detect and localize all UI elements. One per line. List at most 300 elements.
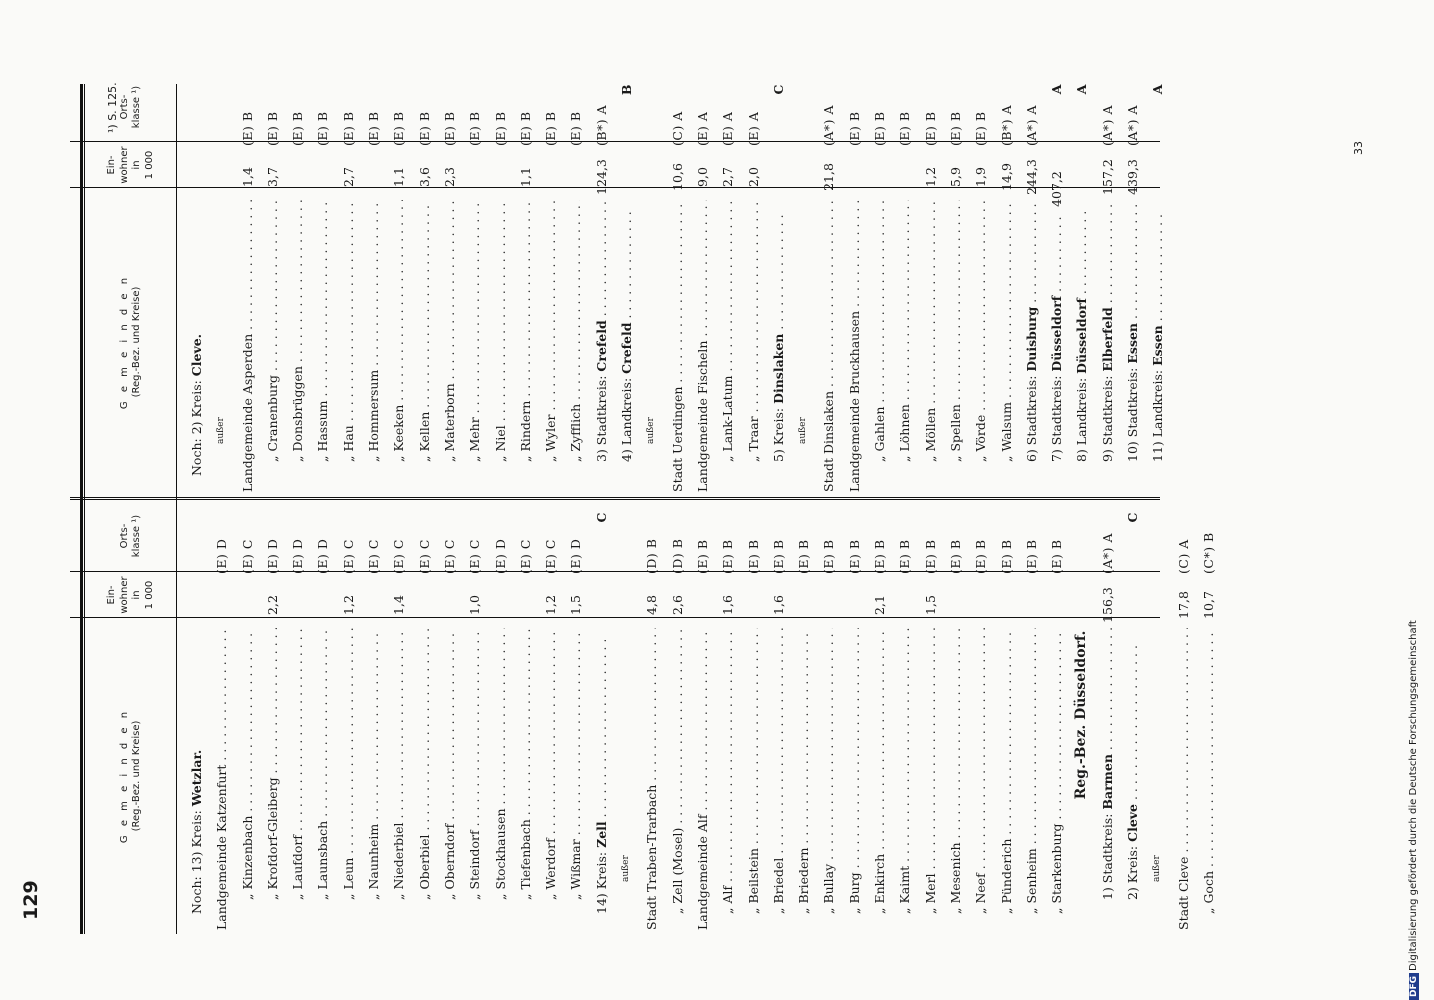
table-row — [285, 72, 310, 492]
table-row — [816, 72, 841, 492]
population-value — [361, 582, 386, 628]
table-row — [690, 500, 715, 930]
ortsklasse-value: (E) B — [366, 111, 382, 146]
population-value: 124,3 — [593, 159, 609, 195]
population-value — [791, 582, 816, 628]
table-row — [715, 72, 740, 492]
dfg-logo: DFG — [1409, 973, 1419, 1000]
table-row — [766, 500, 791, 930]
ortsklasse-value: (A*) A — [1023, 104, 1039, 146]
municipality-name: „ Launsbach . . . — [310, 628, 335, 930]
ortsklasse-value: (E) B — [720, 539, 736, 574]
municipality-name: „ Neef . . . — [968, 628, 993, 930]
municipality-name: „ Kaimt . . . — [892, 628, 917, 930]
municipality-name: außer — [621, 855, 632, 882]
population-value — [1069, 166, 1094, 212]
digitization-credit — [1408, 0, 1419, 1000]
table-row — [943, 500, 968, 930]
table-row — [918, 500, 943, 930]
population-value: 157,2 — [1099, 159, 1115, 195]
population-value — [892, 582, 917, 628]
municipality-name: „ Walsum . . . — [994, 200, 1019, 492]
table-row — [488, 500, 513, 930]
municipality-name: Stadt Traben-Trarbach . . . — [639, 628, 664, 930]
municipality-name: „ Alf . . . — [715, 628, 740, 930]
table-row — [589, 500, 614, 930]
ortsklasse-value: (E) C — [416, 539, 432, 574]
population-value: 2,6 — [669, 595, 685, 615]
ortsklasse-value: (B*) A — [998, 104, 1014, 146]
population-value: 1,1 — [517, 167, 533, 187]
table-row — [1120, 500, 1145, 930]
ortsklasse-value: (E) B — [1049, 539, 1065, 574]
population-value: 2,7 — [720, 167, 736, 187]
table-row — [563, 72, 588, 492]
municipality-name: außer — [646, 417, 657, 444]
page-number: 129 — [20, 880, 42, 920]
ortsklasse-value: (E) B — [391, 111, 407, 146]
ortsklasse-value: (E) B — [872, 539, 888, 574]
municipality-name: „ Hommersum . . . — [361, 200, 386, 492]
population-value — [842, 154, 867, 200]
population-value — [310, 154, 335, 200]
municipality-name: Stadt Dinslaken . . . — [816, 200, 841, 492]
municipality-name: „ Lank-Latum . . . — [715, 200, 740, 492]
ortsklasse-value: (E) C — [239, 539, 255, 574]
table-row — [892, 500, 917, 930]
ortsklasse-value: (E) B — [973, 111, 989, 146]
municipality-name: „ Vörde . . . — [968, 200, 993, 492]
population-value: 2,0 — [745, 167, 761, 187]
population-value: 156,3 — [1099, 587, 1115, 623]
ortsklasse-value: (E) B — [947, 111, 963, 146]
municipality-name: „ Tiefenbach . . . — [513, 628, 538, 930]
population-value: 1,9 — [973, 167, 989, 187]
header-einwohner-left: Ein- wohner in 1 000 — [106, 576, 155, 614]
ortsklasse-value — [184, 500, 209, 582]
ortsklasse-value: (E) B — [239, 111, 255, 146]
population-value — [285, 582, 310, 628]
municipality-name: Reg.-Bez. Düsseldorf. — [1073, 630, 1090, 800]
ortsklasse-value: (E) B — [922, 539, 938, 574]
table-row — [1069, 500, 1094, 930]
municipality-name: „ Donsbrüggen . . . — [285, 200, 310, 492]
table-row — [412, 500, 437, 930]
municipality-name: „ Kinzenbach . . . — [235, 628, 260, 930]
municipality-name: „ Krofdorf-Gleiberg . . . — [260, 628, 285, 930]
table-row — [386, 500, 411, 930]
ortsklasse-value: (E) B — [846, 539, 862, 574]
population-value — [614, 582, 639, 628]
ortsklasse-value: (A*) A — [1099, 532, 1115, 574]
table-row — [1171, 500, 1196, 930]
population-value: 9,0 — [694, 167, 710, 187]
population-value: 1,5 — [568, 595, 584, 615]
municipality-name: 2) Kreis: Cleve . . . — [1120, 640, 1145, 930]
population-value: 1,4 — [391, 595, 407, 615]
table-row — [791, 500, 816, 930]
ortsklasse-value: (E) B — [947, 539, 963, 574]
ortsklasse-value: (E) D — [214, 538, 230, 574]
municipality-name: „ Enkirch . . . — [867, 628, 892, 930]
ortsklasse-value: (C) A — [1175, 539, 1191, 574]
table-row — [842, 72, 867, 492]
ortsklasse-value: A — [1150, 84, 1166, 95]
table-row — [1120, 72, 1145, 492]
ortsklasse-value — [184, 72, 209, 154]
table-row — [614, 500, 639, 930]
population-value: 14,9 — [998, 163, 1014, 191]
right-column — [184, 72, 1171, 492]
ortsklasse-value: (E) B — [290, 111, 306, 146]
ortsklasse-value — [209, 72, 234, 154]
population-value — [766, 166, 791, 212]
municipality-name: „ Wißmar . . . — [563, 628, 588, 930]
municipality-name: „ Leun . . . — [336, 628, 361, 930]
table-row — [1145, 72, 1170, 492]
municipality-name: „ Mehr . . . — [462, 200, 487, 492]
ortsklasse-value: (E) B — [745, 539, 761, 574]
municipality-name: 6) Stadtkreis: Duisburg . . . — [1019, 200, 1044, 492]
municipality-name: „ Gahlen . . . — [867, 200, 892, 492]
ortsklasse-value: (E) C — [467, 539, 483, 574]
population-value: 1,6 — [770, 595, 786, 615]
table-row — [614, 72, 639, 492]
table-row — [538, 72, 563, 492]
ortsklasse-value: (E) D — [264, 538, 280, 574]
ortsklasse-value: (E) B — [998, 539, 1014, 574]
municipality-name: „ Briedern . . . — [791, 628, 816, 930]
table-row — [386, 72, 411, 492]
table-row — [715, 500, 740, 930]
population-value — [614, 166, 639, 212]
table-row — [639, 72, 664, 492]
population-value: 10,6 — [669, 163, 685, 191]
table-row — [690, 72, 715, 492]
ortsklasse-value: (E) B — [264, 111, 280, 146]
population-value: 4,8 — [644, 595, 660, 615]
table-row — [665, 500, 690, 930]
table-row — [968, 72, 993, 492]
population-value: 1,4 — [239, 167, 255, 187]
population-value — [589, 594, 614, 640]
table-row — [209, 72, 234, 492]
municipality-name: „ Bullay . . . — [816, 628, 841, 930]
table-row — [184, 72, 209, 492]
table-row — [462, 500, 487, 930]
municipality-name: „ Mesenich . . . — [943, 628, 968, 930]
municipality-name: „ Beilstein . . . — [741, 628, 766, 930]
header-einwohner-right: Ein- wohner in 1 000 — [106, 146, 155, 184]
table-row — [1095, 500, 1120, 930]
population-value — [412, 582, 437, 628]
table-row — [741, 72, 766, 492]
municipality-name: „ Steindorf . . . — [462, 628, 487, 930]
top-rule — [80, 84, 83, 934]
population-value — [209, 582, 234, 628]
population-value — [639, 154, 664, 200]
municipality-name: „ Wyler . . . — [538, 200, 563, 492]
municipality-name: „ Cranenburg . . . — [260, 200, 285, 492]
population-value: 1,0 — [467, 595, 483, 615]
ortsklasse-value: (E) A — [720, 111, 736, 146]
header-rule — [176, 84, 177, 934]
municipality-name: Landgemeinde Bruckhausen . . . — [842, 200, 867, 492]
ortsklasse-value: (C*) B — [1200, 532, 1216, 574]
population-value: 3,7 — [264, 167, 280, 187]
population-value — [310, 582, 335, 628]
municipality-name: „ Merl . . . — [918, 628, 943, 930]
municipality-name: Stadt Cleve . . . — [1171, 628, 1196, 930]
population-value: 2,2 — [264, 595, 280, 615]
population-value — [1044, 582, 1069, 628]
municipality-name: „ Hassum . . . — [310, 200, 335, 492]
table-row — [1069, 72, 1094, 492]
ortsklasse-value: C — [593, 512, 609, 523]
table-row — [639, 500, 664, 930]
population-value — [741, 582, 766, 628]
municipality-name: außer — [1152, 855, 1163, 882]
municipality-name: „ Senheim . . . — [1019, 628, 1044, 930]
ortsklasse-value: (E) A — [745, 111, 761, 146]
ortsklasse-value: (E) C — [441, 539, 457, 574]
population-value — [488, 154, 513, 200]
municipality-name: „ Löhnen . . . — [892, 200, 917, 492]
header-ortsklasse-right: Orts- klasse ¹) — [118, 85, 142, 129]
population-value: 1,2 — [543, 595, 559, 615]
ortsklasse-value: B — [619, 84, 635, 96]
table-row — [235, 72, 260, 492]
table-row — [994, 72, 1019, 492]
population-value: 1,5 — [922, 595, 938, 615]
municipality-name: „ Zyfflich . . . — [563, 200, 588, 492]
municipality-name: außer — [216, 417, 227, 444]
population-value: 10,7 — [1200, 591, 1216, 619]
ortsklasse-value: (C) A — [669, 111, 685, 146]
table-row — [589, 72, 614, 492]
header-ortsklasse-left: Orts- klasse ¹) — [118, 514, 142, 558]
table-row — [437, 500, 462, 930]
ortsklasse-value: (E) B — [517, 111, 533, 146]
table-row — [1044, 72, 1069, 492]
table-row — [1019, 500, 1044, 930]
ortsklasse-value: (E) A — [694, 111, 710, 146]
table-row — [994, 500, 1019, 930]
population-value — [184, 582, 209, 628]
population-value — [690, 582, 715, 628]
table-row — [412, 72, 437, 492]
ortsklasse-value: (E) B — [796, 539, 812, 574]
ortsklasse-value: (E) D — [290, 538, 306, 574]
table-row — [361, 72, 386, 492]
ortsklasse-value — [614, 500, 639, 582]
table-row — [513, 500, 538, 930]
population-value: 21,8 — [821, 163, 837, 191]
table-row — [488, 72, 513, 492]
population-value: 17,8 — [1175, 591, 1191, 619]
municipality-name: Stadt Uerdingen . . . — [665, 200, 690, 492]
ortsklasse-value: (E) B — [821, 539, 837, 574]
ortsklasse-value: (E) B — [846, 111, 862, 146]
municipality-name: „ Stockhausen . . . — [488, 628, 513, 930]
population-value — [361, 154, 386, 200]
municipality-name: „ Spellen . . . — [943, 200, 968, 492]
ortsklasse-value: (E) D — [568, 538, 584, 574]
ortsklasse-value: (A*) A — [1099, 104, 1115, 146]
table-row — [1095, 72, 1120, 492]
population-value — [1019, 582, 1044, 628]
table-row — [310, 72, 335, 492]
population-value — [842, 582, 867, 628]
municipality-name: „ Hau . . . — [336, 200, 361, 492]
population-value — [1145, 166, 1170, 212]
municipality-name: „ Werdorf . . . — [538, 628, 563, 930]
population-value — [791, 154, 816, 200]
municipality-name: Landgemeinde Asperden . . . — [235, 200, 260, 492]
table-row — [665, 72, 690, 492]
table-row — [1196, 500, 1221, 930]
table-row — [462, 72, 487, 492]
ortsklasse-value: (E) B — [467, 111, 483, 146]
municipality-name: Landgemeinde Fischeln . . . — [690, 200, 715, 492]
ortsklasse-value: (E) B — [492, 111, 508, 146]
population-value — [816, 582, 841, 628]
ortsklasse-value: (E) B — [897, 539, 913, 574]
population-value — [1145, 582, 1170, 628]
municipality-name: 1) Stadtkreis: Barmen . . . — [1095, 628, 1120, 930]
population-value: 1,1 — [391, 167, 407, 187]
table-row — [766, 72, 791, 492]
table-row — [741, 500, 766, 930]
municipality-name: „ Pünderich . . . — [994, 628, 1019, 930]
ortsklasse-value: (A*) A — [1124, 104, 1140, 146]
ortsklasse-value: (E) B — [973, 539, 989, 574]
table-row — [184, 500, 209, 930]
municipality-name: „ Kellen . . . — [412, 200, 437, 492]
municipality-name: 11) Landkreis: Essen . . . — [1145, 212, 1170, 492]
municipality-name: „ Goch . . . — [1196, 628, 1221, 930]
population-value — [943, 582, 968, 628]
ortsklasse-value: A — [1049, 84, 1065, 95]
ortsklasse-value: (E) B — [922, 111, 938, 146]
municipality-name: „ Burg . . . — [842, 628, 867, 930]
ortsklasse-value: A — [1074, 84, 1090, 95]
population-value — [513, 582, 538, 628]
table-row — [336, 500, 361, 930]
municipality-name: 7) Stadtkreis: Düsseldorf . . . — [1044, 212, 1069, 492]
municipality-name: außer — [798, 417, 809, 444]
table-row — [867, 500, 892, 930]
ortsklasse-value: (E) B — [568, 111, 584, 146]
municipality-name: „ Keeken . . . — [386, 200, 411, 492]
table-row — [1044, 500, 1069, 930]
ortsklasse-value: (E) C — [366, 539, 382, 574]
ortsklasse-value: (E) B — [872, 111, 888, 146]
header-gemeinden-right: G e m e i n d e n (Reg.-Bez. und Kreise) — [118, 274, 142, 410]
municipality-name: 5) Kreis: Dinslaken . . . — [766, 212, 791, 492]
ortsklasse-value: (B*) A — [593, 104, 609, 146]
population-value — [867, 154, 892, 200]
table-row — [513, 72, 538, 492]
table-row — [918, 72, 943, 492]
ortsklasse-value: (D) B — [644, 538, 660, 574]
table-row — [260, 72, 285, 492]
table-row — [968, 500, 993, 930]
municipality-name: Landgemeinde Alf . . . — [690, 628, 715, 930]
population-value — [892, 154, 917, 200]
ortsklasse-value: C — [1124, 512, 1140, 523]
population-value: 439,3 — [1124, 159, 1140, 195]
table-row — [892, 72, 917, 492]
population-value: 3,6 — [416, 167, 432, 187]
table-row — [260, 500, 285, 930]
population-value — [209, 154, 234, 200]
municipality-name: 4) Landkreis: Crefeld . . . — [614, 212, 639, 492]
table-row — [361, 500, 386, 930]
table-row — [791, 72, 816, 492]
population-value — [285, 154, 310, 200]
ortsklasse-value: (E) B — [340, 111, 356, 146]
population-value: 1,2 — [922, 167, 938, 187]
population-value — [968, 582, 993, 628]
ortsklasse-value: (E) B — [315, 111, 331, 146]
table-row — [563, 500, 588, 930]
municipality-name: „ Zell (Mosel) . . . — [665, 628, 690, 930]
table-row — [867, 72, 892, 492]
municipality-name: 9) Stadtkreis: Elberfeld . . . — [1095, 200, 1120, 492]
municipality-name: 10) Stadtkreis: Essen . . . — [1120, 200, 1145, 492]
table-row — [842, 500, 867, 930]
ortsklasse-value: (E) C — [517, 539, 533, 574]
table-row — [816, 500, 841, 930]
ortsklasse-value — [791, 72, 816, 154]
credit-text: Digitalisierung gefördert durch die Deutsche Forschungsgemeinschaft — [1408, 620, 1419, 971]
population-value: 2,1 — [872, 595, 888, 615]
ortsklasse-value: (E) B — [1023, 539, 1039, 574]
ortsklasse-value: (D) B — [669, 538, 685, 574]
population-value — [994, 582, 1019, 628]
municipality-name: „ Laufdorf . . . — [285, 628, 310, 930]
header-gemeinden-left: G e m e i n d e n (Reg.-Bez. und Kreise) — [118, 708, 142, 844]
municipality-name: „ Oberbiel . . . — [412, 628, 437, 930]
table-row — [336, 72, 361, 492]
population-value — [563, 154, 588, 200]
ortsklasse-value: (E) C — [391, 539, 407, 574]
table-row — [1019, 72, 1044, 492]
population-value — [462, 154, 487, 200]
ortsklasse-value: (E) B — [770, 539, 786, 574]
top-rule-thin — [84, 84, 85, 934]
population-value: 2,7 — [340, 167, 356, 187]
table-row — [437, 72, 462, 492]
municipality-name: „ Niederbiel . . . — [386, 628, 411, 930]
population-value — [538, 154, 563, 200]
municipality-name: „ Rindern . . . — [513, 200, 538, 492]
municipality-name: „ Briedel . . . — [766, 628, 791, 930]
ortsklasse-value: (E) B — [416, 111, 432, 146]
population-value — [488, 582, 513, 628]
municipality-name: „ Starkenburg . . . — [1044, 628, 1069, 930]
municipality-name: 8) Landkreis: Düsseldorf . . . — [1069, 212, 1094, 492]
table-row — [209, 500, 234, 930]
municipality-name: Landgemeinde Katzenfurt . . . — [209, 628, 234, 930]
ortsklasse-value: (E) B — [694, 539, 710, 574]
footer-page-number: 33 — [1352, 141, 1365, 155]
municipality-name: 3) Stadtkreis: Crefeld . . . — [589, 200, 614, 492]
population-value: 1,6 — [720, 595, 736, 615]
population-value: 1,2 — [340, 595, 356, 615]
municipality-name: „ Niel . . . — [488, 200, 513, 492]
